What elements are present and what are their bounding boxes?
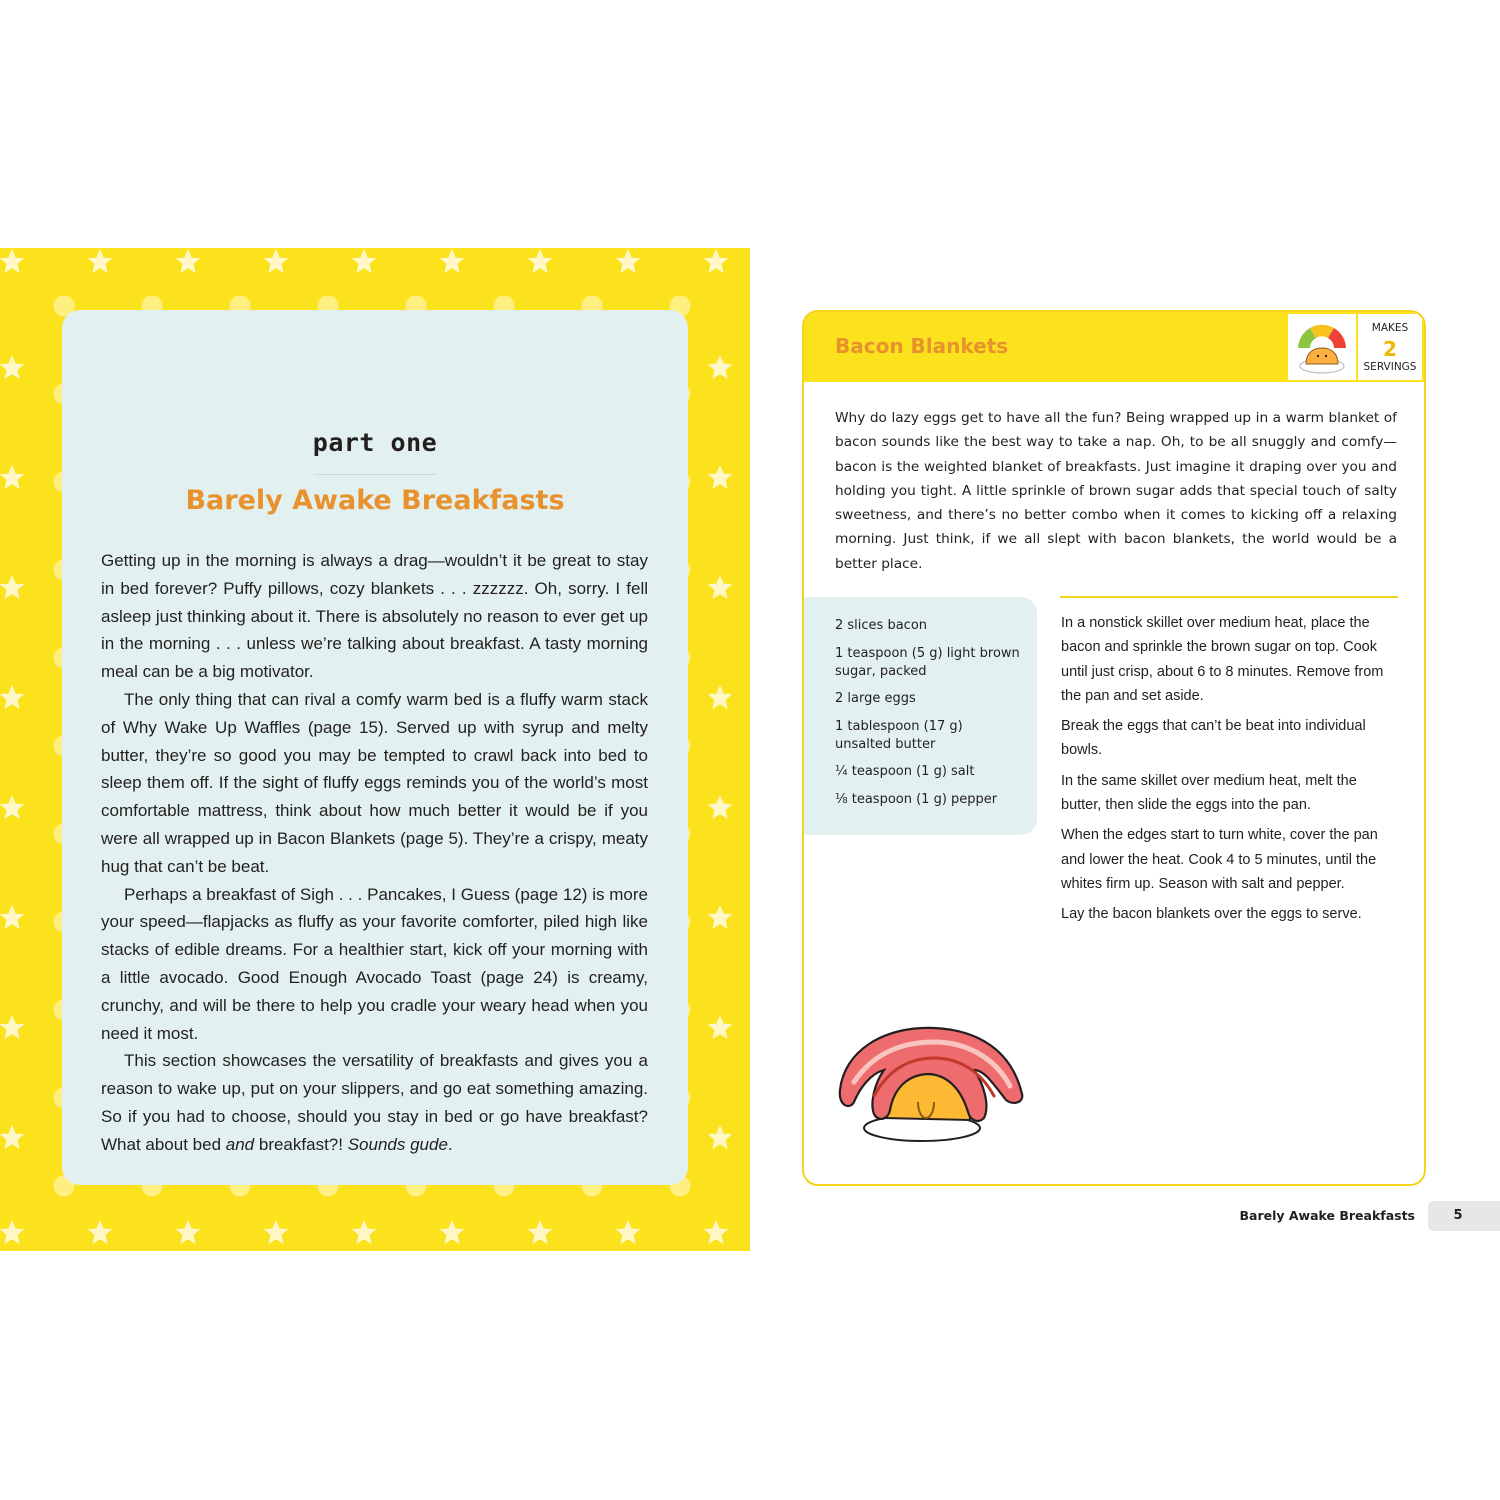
method-step: When the edges start to turn white, cover the pan and lower the heat. Cook 4 to 5 minutes, until the whites firm up. Season with salt and pepper. — [1061, 827, 1378, 892]
running-title: Barely Awake Breakfasts — [1239, 1208, 1415, 1223]
method-step: Break the eggs that can’t be beat into individual bowls. — [1061, 718, 1366, 759]
method-step: Lay the bacon blankets over the eggs to serve. — [1061, 906, 1362, 923]
part-label: part one — [312, 428, 438, 457]
ingredient-item: 1 teaspoon (5 g) light brown sugar, packed — [835, 645, 1020, 679]
left-page — [0, 248, 750, 1251]
intro-panel — [62, 310, 688, 1185]
ingredient-item: ¼ teaspoon (1 g) salt — [835, 764, 975, 779]
intro-paragraph: This section showcases the versatility of breakfasts and gives you a reason to wake up, put on your slippers, and go eat something amazing. So if you had to choose, should you stay in bed or go have breakfast? What about bed and breakfast?! Sounds gude. — [101, 1051, 648, 1154]
divider — [314, 474, 436, 475]
ingredients-list — [835, 617, 1020, 818]
recipe-card — [802, 310, 1426, 1186]
ingredient-item: 2 large eggs — [835, 691, 916, 706]
method-steps — [1061, 611, 1399, 933]
method-step: In a nonstick skillet over medium heat, place the bacon and sprinkle the brown sugar on top. Cook until just crisp, about 6 to 8 minutes. Remove from the pan and set aside. — [1061, 615, 1384, 704]
servings-box — [1358, 314, 1422, 380]
ingredient-item: ⅛ teaspoon (1 g) pepper — [835, 791, 998, 807]
laziness-meter-icon — [1288, 314, 1356, 380]
makes-label: MAKES — [1371, 322, 1409, 334]
recipe-intro: Why do lazy eggs get to have all the fun? Being wrapped up in a warm blanket of bacon sounds like the best way to take a nap. Oh, to be all snuggly and comfy—bacon is the weighted blanket of breakfasts. Just imagine it draping over you and holding you tight. A little sprinkle of brown sugar adds that special touch of salty sweetness, and there’s no better combo when it comes to kicking off a relaxing morning. Just think, if we all slept with bacon blankets, the world would be a better place. — [835, 410, 1397, 572]
intro-paragraph: Perhaps a breakfast of Sigh . . . Pancakes, I Guess (page 12) is more your speed—flapjacks as fluffy as your favorite comforter, piled high like stacks of edible dreams. For a healthier start, kick off your morning with a little avocado. Good Enough Avocado Toast (page 24) is creamy, crunchy, and will be there to help you cradle your weary head when you need it most. — [101, 884, 648, 1043]
ingredient-item: 1 tablespoon (17 g) unsalted butter — [835, 718, 963, 752]
recipe-header — [804, 312, 1424, 382]
intro-paragraph: The only thing that can rival a comfy warm bed is a fluffy warm stack of Why Wake Up Waffles (page 15). Served up with syrup and melty butter, they’re so good you may be tempted to crawl back into bed to sleep them off. If the sight of fluffy eggs reminds you of the world’s most comfortable mattress, think about how much better it would be if you were all wrapped up in Bacon Blankets (page 5). They’re a crispy, meaty hug that can’t be beat. — [101, 689, 648, 876]
laziness-meter — [1288, 314, 1356, 380]
intro-body — [101, 547, 648, 1159]
recipe-title: Bacon Blankets — [835, 334, 1009, 358]
bacon-blanket-egg-icon — [834, 1022, 1029, 1147]
intro-paragraph: Getting up in the morning is always a drag—wouldn’t it be great to stay in bed forever? Puffy pillows, cozy blankets . . . zzzzzz. Oh, sorry. I fell asleep just thinking about it. There is absolutely no reason to ever get up in the morning . . . unless we’re talking about breakfast. A tasty morning meal can be a big motivator. — [101, 551, 648, 682]
method-divider — [1060, 596, 1398, 598]
page-number-tab — [1428, 1201, 1500, 1231]
ingredients-panel — [804, 597, 1037, 835]
section-title: Barely Awake Breakfasts — [185, 485, 565, 516]
servings-label: SERVINGS — [1363, 361, 1417, 373]
ingredient-item: 2 slices bacon — [835, 618, 928, 633]
method-step: In the same skillet over medium heat, melt the butter, then slide the eggs into the pan. — [1061, 772, 1357, 814]
servings-count: 2 — [1383, 337, 1397, 361]
page-number: 5 — [1453, 1208, 1463, 1223]
